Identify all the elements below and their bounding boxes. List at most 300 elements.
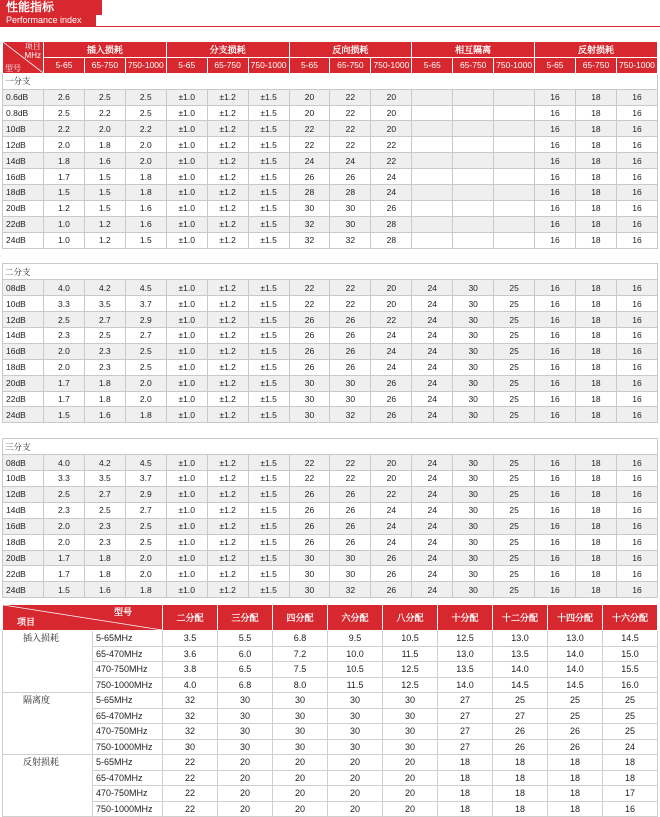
table-cell: 30 [289, 566, 330, 582]
table-cell: 24 [412, 550, 453, 566]
table-cell: 24 [412, 296, 453, 312]
table-cell: 22 [330, 280, 371, 296]
header-rule [0, 26, 660, 27]
table-cell: 18 [575, 407, 616, 423]
split-row [3, 631, 658, 647]
table-cell: 32 [330, 407, 371, 423]
band-header: 750-1000 [371, 57, 412, 73]
table-cell: ±1.5 [248, 518, 289, 534]
table-cell: 30 [453, 534, 494, 550]
table-cell: ±1.2 [207, 455, 248, 471]
row-label: 20dB [3, 375, 44, 391]
split-cell: 30 [383, 708, 438, 724]
split-cell: 3.5 [163, 631, 218, 647]
table-cell: 16 [616, 121, 657, 137]
table-cell: 30 [289, 375, 330, 391]
section-title: 三分支 [3, 439, 658, 455]
table-cell: 20 [371, 471, 412, 487]
table-cell: ±1.2 [207, 153, 248, 169]
split-cell: 25 [603, 693, 658, 709]
split-cell: 30 [328, 708, 383, 724]
split-cell: 13.5 [438, 662, 493, 678]
table-cell: 1.6 [84, 153, 125, 169]
table-cell: 16 [535, 328, 576, 344]
table-cell: 24 [412, 391, 453, 407]
split-cell: 22 [163, 801, 218, 817]
table-cell: 2.5 [125, 105, 166, 121]
table-cell: 25 [494, 359, 535, 375]
row-label: 16dB [3, 169, 44, 185]
split-cell: 18 [603, 755, 658, 771]
table-cell: ±1.5 [248, 359, 289, 375]
table-cell: 4.5 [125, 455, 166, 471]
split-column-header: 十四分配 [548, 605, 603, 631]
table-row [3, 232, 658, 248]
table-cell: 18 [575, 296, 616, 312]
table-cell [453, 89, 494, 105]
table-cell: 26 [330, 486, 371, 502]
split-cell: 20 [273, 786, 328, 802]
table-cell: ±1.2 [207, 169, 248, 185]
split-cell: 20 [383, 755, 438, 771]
table-cell: 3.7 [125, 471, 166, 487]
split-item-label: 反射损耗 [3, 755, 93, 817]
table-cell: 16 [535, 200, 576, 216]
split-cell: 20 [328, 801, 383, 817]
table-cell: 22 [330, 455, 371, 471]
split-band-label: 470-750MHz [93, 724, 163, 740]
split-cell: 18 [603, 770, 658, 786]
split-cell: 11.5 [328, 677, 383, 693]
table-cell: 1.5 [125, 232, 166, 248]
row-label: 12dB [3, 486, 44, 502]
split-cell: 5.5 [218, 631, 273, 647]
table-cell: 30 [453, 486, 494, 502]
table-cell: 2.0 [44, 518, 85, 534]
row-label: 08dB [3, 280, 44, 296]
table-cell: 16 [535, 105, 576, 121]
table-row [3, 169, 658, 185]
table-row [3, 518, 658, 534]
table-cell: ±1.5 [248, 407, 289, 423]
split-cell: 18 [493, 786, 548, 802]
table-cell: 1.5 [84, 185, 125, 201]
row-label: 10dB [3, 296, 44, 312]
split-cell: 30 [383, 724, 438, 740]
split-cell: 26 [493, 739, 548, 755]
table-cell: 16 [616, 216, 657, 232]
split-cell: 20 [218, 755, 273, 771]
split-cell: 32 [163, 693, 218, 709]
table-cell: 2.3 [84, 359, 125, 375]
split-cell: 18 [438, 770, 493, 786]
table-cell: 24 [412, 312, 453, 328]
table-row [3, 534, 658, 550]
table-cell: 18 [575, 185, 616, 201]
split-cell: 30 [383, 693, 438, 709]
row-label: 22dB [3, 216, 44, 232]
split-cell: 12.5 [383, 662, 438, 678]
splitter-table [2, 604, 658, 817]
table-cell: ±1.0 [166, 89, 207, 105]
table-cell [494, 216, 535, 232]
table-cell: ±1.5 [248, 185, 289, 201]
table-row [3, 407, 658, 423]
table-cell: 32 [330, 232, 371, 248]
table-cell: 2.0 [125, 391, 166, 407]
band-header: 65-750 [575, 57, 616, 73]
table-cell: ±1.5 [248, 296, 289, 312]
table-cell: 24 [412, 582, 453, 598]
table-cell: 20 [371, 121, 412, 137]
table-cell: 26 [289, 534, 330, 550]
table-cell: ±1.0 [166, 169, 207, 185]
table-cell: 25 [494, 566, 535, 582]
table-cell: 30 [453, 518, 494, 534]
table-cell: 16 [535, 534, 576, 550]
split-cell: 18 [548, 770, 603, 786]
split-corner-top: 型号 [113, 607, 132, 617]
table-cell: 4.0 [44, 455, 85, 471]
split-cell: 25 [493, 693, 548, 709]
split-cell: 20 [383, 770, 438, 786]
table-cell: 28 [371, 216, 412, 232]
group-header: 分支损耗 [166, 42, 289, 58]
table-row [3, 89, 658, 105]
table-cell: ±1.2 [207, 137, 248, 153]
table-cell: 16 [616, 518, 657, 534]
table-cell: ±1.2 [207, 359, 248, 375]
table-cell: 16 [535, 89, 576, 105]
table-cell: 2.0 [125, 153, 166, 169]
table-cell: ±1.2 [207, 328, 248, 344]
split-cell: 18 [548, 755, 603, 771]
table-cell: 16 [535, 232, 576, 248]
row-label: 08dB [3, 455, 44, 471]
table-cell: 2.5 [84, 89, 125, 105]
table-cell: 26 [289, 518, 330, 534]
table-cell: 22 [371, 137, 412, 153]
split-cell: 30 [328, 693, 383, 709]
table-row [3, 328, 658, 344]
table-cell: 16 [616, 550, 657, 566]
table-cell: 16 [616, 566, 657, 582]
band-header: 65-750 [453, 57, 494, 73]
table-cell: 24 [412, 359, 453, 375]
table-cell: 1.8 [125, 185, 166, 201]
table-cell: 1.8 [84, 550, 125, 566]
split-band-label: 5-65MHz [93, 693, 163, 709]
table-cell: 2.5 [125, 359, 166, 375]
split-cell: 30 [218, 724, 273, 740]
table-cell [453, 185, 494, 201]
table-cell: ±1.2 [207, 375, 248, 391]
table-cell: 24 [371, 534, 412, 550]
split-column-header: 十分配 [438, 605, 493, 631]
split-cell: 20 [328, 770, 383, 786]
split-cell: 15.5 [603, 662, 658, 678]
split-cell: 30 [273, 693, 328, 709]
table-cell: 30 [330, 375, 371, 391]
table-cell: 24 [371, 359, 412, 375]
split-cell: 27 [438, 739, 493, 755]
table-cell: 1.8 [125, 582, 166, 598]
split-cell: 10.5 [328, 662, 383, 678]
table-cell: 26 [289, 502, 330, 518]
split-cell: 7.5 [273, 662, 328, 678]
table-cell [453, 137, 494, 153]
table-cell: 16 [616, 534, 657, 550]
table-cell: ±1.2 [207, 216, 248, 232]
table-cell [453, 232, 494, 248]
row-label: 10dB [3, 471, 44, 487]
table-cell: 2.3 [84, 518, 125, 534]
table-cell: 2.5 [125, 518, 166, 534]
row-label: 12dB [3, 137, 44, 153]
split-row [3, 739, 658, 755]
table-cell: 18 [575, 502, 616, 518]
split-row [3, 770, 658, 786]
table-cell [412, 153, 453, 169]
table-cell: ±1.2 [207, 391, 248, 407]
table-cell: 25 [494, 328, 535, 344]
table-cell: ±1.5 [248, 121, 289, 137]
group-header: 反向损耗 [289, 42, 412, 58]
table-cell: 25 [494, 391, 535, 407]
split-cell: 18 [438, 755, 493, 771]
table-cell: 30 [453, 359, 494, 375]
table-cell: 2.0 [125, 550, 166, 566]
split-cell: 12.5 [438, 631, 493, 647]
band-header: 5-65 [44, 57, 85, 73]
band-header: 5-65 [535, 57, 576, 73]
table-cell: ±1.0 [166, 455, 207, 471]
split-cell: 32 [163, 708, 218, 724]
split-cell: 26 [548, 739, 603, 755]
table-cell: ±1.0 [166, 359, 207, 375]
table-cell [494, 105, 535, 121]
table-cell: 24 [412, 471, 453, 487]
table-cell: 22 [330, 89, 371, 105]
table-cell: ±1.5 [248, 486, 289, 502]
split-cell: 30 [218, 739, 273, 755]
table-cell: 30 [330, 216, 371, 232]
table-cell: ±1.0 [166, 534, 207, 550]
table-cell [412, 232, 453, 248]
table-cell: ±1.2 [207, 486, 248, 502]
row-label: 16dB [3, 518, 44, 534]
table-cell: 2.5 [125, 534, 166, 550]
table-cell: 26 [289, 343, 330, 359]
table-cell: 2.0 [84, 121, 125, 137]
table-cell: 16 [616, 582, 657, 598]
split-cell: 10.5 [383, 631, 438, 647]
table-cell: 20 [371, 455, 412, 471]
table-cell: 18 [575, 232, 616, 248]
table-cell: 26 [289, 359, 330, 375]
table-cell: 22 [289, 137, 330, 153]
table-cell: 22 [371, 312, 412, 328]
table-cell: 2.0 [125, 375, 166, 391]
table-cell: 2.9 [125, 312, 166, 328]
split-row [3, 786, 658, 802]
split-cell: 6.0 [218, 646, 273, 662]
table-cell: 18 [575, 216, 616, 232]
table-cell: ±1.0 [166, 105, 207, 121]
table-cell: 3.7 [125, 296, 166, 312]
split-cell: 9.5 [328, 631, 383, 647]
table-cell: ±1.0 [166, 502, 207, 518]
table-cell: 16 [535, 471, 576, 487]
table-cell: 30 [289, 550, 330, 566]
split-column-header: 三分配 [218, 605, 273, 631]
table-cell [412, 105, 453, 121]
table-cell: 16 [535, 185, 576, 201]
split-cell: 30 [218, 693, 273, 709]
table-cell: 3.5 [84, 296, 125, 312]
split-cell: 30 [273, 724, 328, 740]
table-cell: 26 [330, 328, 371, 344]
table-cell: 16 [535, 582, 576, 598]
table-cell [494, 185, 535, 201]
split-column-header: 四分配 [273, 605, 328, 631]
table-cell: 30 [453, 582, 494, 598]
table-cell: 30 [453, 375, 494, 391]
table-cell: 16 [616, 312, 657, 328]
table-row [3, 343, 658, 359]
table-cell: 16 [616, 296, 657, 312]
table-cell: 18 [575, 137, 616, 153]
table-cell: ±1.5 [248, 169, 289, 185]
table-cell: ±1.0 [166, 518, 207, 534]
table-cell [494, 169, 535, 185]
table-cell: 30 [289, 407, 330, 423]
table-cell: ±1.5 [248, 343, 289, 359]
table-cell: ±1.5 [248, 328, 289, 344]
table-cell: ±1.5 [248, 471, 289, 487]
split-cell: 3.6 [163, 646, 218, 662]
table-cell: ±1.2 [207, 518, 248, 534]
split-cell: 16.0 [603, 677, 658, 693]
table-cell: 16 [535, 550, 576, 566]
table-cell: 16 [616, 280, 657, 296]
band-header: 5-65 [412, 57, 453, 73]
table-cell: 4.2 [84, 280, 125, 296]
table-cell: 22 [289, 296, 330, 312]
table-cell: ±1.5 [248, 153, 289, 169]
row-label: 14dB [3, 153, 44, 169]
split-cell: 22 [163, 770, 218, 786]
table-cell [453, 216, 494, 232]
table-cell: ±1.5 [248, 232, 289, 248]
table-cell: 16 [535, 486, 576, 502]
split-cell: 25 [603, 724, 658, 740]
table-cell: 2.2 [44, 121, 85, 137]
table-cell: 2.0 [44, 534, 85, 550]
table-cell: 24 [371, 185, 412, 201]
table-cell: 25 [494, 280, 535, 296]
table-cell: ±1.0 [166, 582, 207, 598]
header-subtitle: Performance index [0, 14, 96, 26]
split-column-header: 十六分配 [603, 605, 658, 631]
table-row [3, 153, 658, 169]
table-cell: 25 [494, 312, 535, 328]
table-cell: 18 [575, 153, 616, 169]
split-cell: 20 [383, 786, 438, 802]
table-cell: 22 [289, 121, 330, 137]
table-cell: 16 [616, 89, 657, 105]
table-cell: ±1.0 [166, 185, 207, 201]
split-cell: 13.0 [438, 646, 493, 662]
table-cell: 2.3 [84, 343, 125, 359]
table-cell: 24 [371, 518, 412, 534]
table-cell: ±1.0 [166, 328, 207, 344]
table-cell: 16 [616, 232, 657, 248]
table-cell: 2.2 [125, 121, 166, 137]
split-cell: 14.0 [548, 662, 603, 678]
table-cell [412, 185, 453, 201]
table-cell: 24 [412, 343, 453, 359]
table-cell: 1.5 [44, 185, 85, 201]
table-cell: 22 [330, 137, 371, 153]
band-header: 750-1000 [616, 57, 657, 73]
table-cell: 30 [453, 502, 494, 518]
table-cell: 22 [289, 280, 330, 296]
split-cell: 24 [603, 739, 658, 755]
table-cell: 30 [453, 296, 494, 312]
table-cell: 30 [289, 391, 330, 407]
table-cell: 24 [412, 455, 453, 471]
table-cell: 2.0 [44, 137, 85, 153]
split-row [3, 646, 658, 662]
table-cell: 30 [453, 455, 494, 471]
corner-top-label: 项目 MHz [24, 42, 41, 60]
table-cell: 25 [494, 375, 535, 391]
table-cell: 1.7 [44, 391, 85, 407]
split-cell: 25 [603, 708, 658, 724]
table-cell: ±1.2 [207, 582, 248, 598]
table-cell [412, 216, 453, 232]
table-cell: 18 [575, 455, 616, 471]
table-cell: 4.2 [84, 455, 125, 471]
table-cell: ±1.0 [166, 407, 207, 423]
table-row [3, 582, 658, 598]
table-cell: 18 [575, 566, 616, 582]
table-cell: 16 [616, 137, 657, 153]
table-cell: 26 [371, 407, 412, 423]
table-row [3, 137, 658, 153]
split-cell: 3.8 [163, 662, 218, 678]
table-cell: 2.2 [84, 105, 125, 121]
table-cell [453, 121, 494, 137]
table-cell: 2.9 [125, 486, 166, 502]
table-cell: 22 [289, 455, 330, 471]
table-cell: 26 [371, 550, 412, 566]
table-cell: 16 [616, 471, 657, 487]
table-cell: ±1.0 [166, 486, 207, 502]
table-cell: 26 [371, 200, 412, 216]
table-cell: 1.6 [84, 582, 125, 598]
split-column-header: 二分配 [163, 605, 218, 631]
table-cell: 26 [371, 391, 412, 407]
split-cell: 14.0 [548, 646, 603, 662]
table-row [3, 471, 658, 487]
table-cell: ±1.2 [207, 343, 248, 359]
table-cell: 16 [616, 153, 657, 169]
table-cell: ±1.0 [166, 550, 207, 566]
table-cell: 1.8 [84, 137, 125, 153]
band-header: 750-1000 [125, 57, 166, 73]
